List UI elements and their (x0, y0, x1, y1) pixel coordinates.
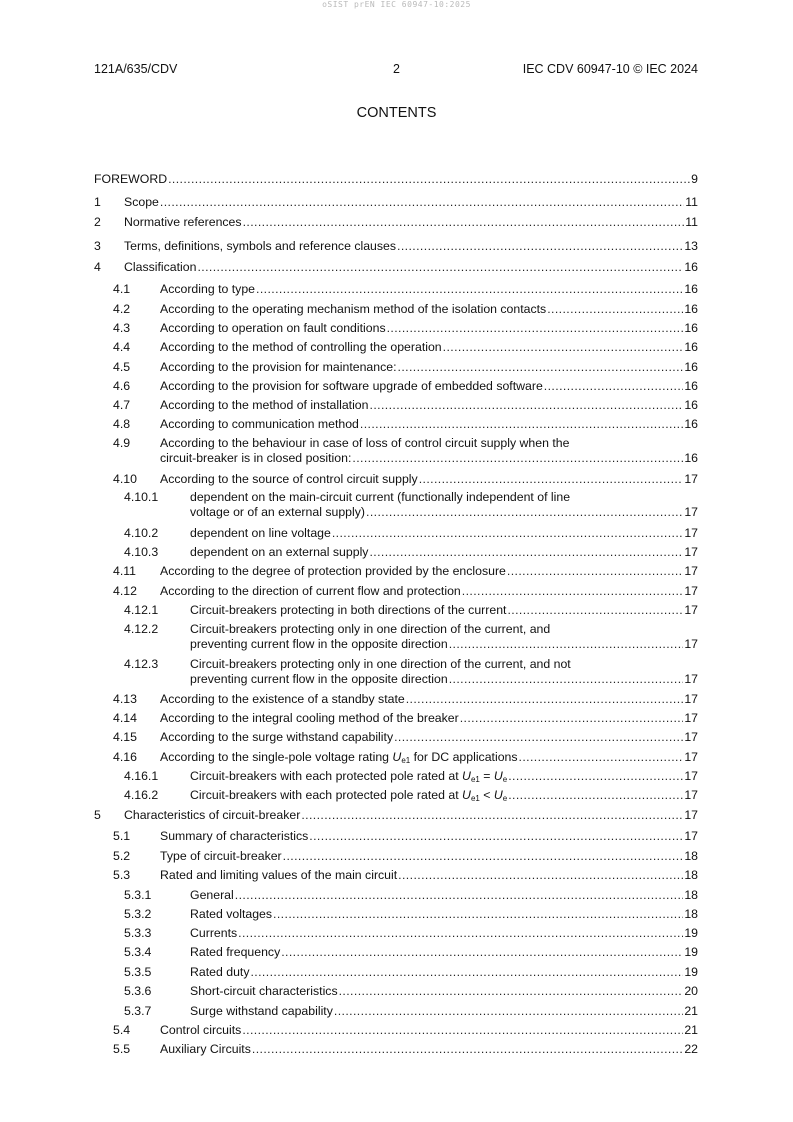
dot-leader (334, 1004, 683, 1019)
toc-page-number: 18 (684, 888, 698, 902)
toc-page-number: 18 (684, 868, 698, 882)
page-number: 2 (393, 62, 400, 76)
toc-entry-title: Rated frequency (190, 945, 281, 959)
toc-entry-title: Characteristics of circuit-breaker (124, 808, 301, 822)
toc-entry[interactable] (94, 711, 698, 726)
toc-section-number: 4.16 (113, 750, 137, 764)
toc-page-number: 17 (684, 637, 698, 651)
toc-entry[interactable] (94, 769, 698, 784)
toc-entry-title: Short-circuit characteristics (190, 984, 338, 998)
toc-section-number: 5.3.5 (124, 965, 152, 979)
dot-leader (387, 321, 684, 336)
toc-entry[interactable] (94, 622, 698, 652)
toc-page-number: 17 (684, 769, 698, 783)
toc-page-number: 16 (684, 451, 698, 465)
dot-leader (366, 505, 683, 520)
toc-entry-title: Rated duty (190, 965, 250, 979)
toc-entry-title: According to the surge withstand capability (160, 730, 394, 744)
toc-entry[interactable] (94, 603, 698, 618)
toc-section-number: 5.3.4 (124, 945, 152, 959)
watermark: oSIST prEN IEC 60947-10:2025 (322, 0, 471, 9)
toc-page-number: 17 (684, 545, 698, 559)
toc-entry-title: preventing current flow in the opposite direction (190, 637, 448, 651)
dot-leader (242, 1023, 683, 1038)
toc-section-number: 5.3.1 (124, 888, 152, 902)
toc-entry-title: Summary of characteristics (160, 829, 309, 843)
toc-section-number: 5.3.3 (124, 926, 152, 940)
toc-section-number: 4.16.2 (124, 788, 159, 802)
toc-entry[interactable] (94, 868, 698, 883)
toc-page-number: 16 (684, 340, 698, 354)
toc-entry-title: According to the method of installation (160, 398, 369, 412)
toc-section-number: 2 (94, 215, 101, 229)
toc-entry-title: voltage or of an external supply) (190, 505, 365, 519)
toc-entry[interactable] (94, 965, 698, 980)
toc-entry[interactable] (94, 282, 698, 297)
toc-section-number: 5 (94, 808, 101, 822)
toc-page-number: 16 (684, 302, 698, 316)
toc-section-number: 1 (94, 195, 101, 209)
toc-entry[interactable] (94, 907, 698, 922)
toc-page-number: 16 (684, 321, 698, 335)
dot-leader (449, 672, 684, 687)
toc-entry[interactable] (94, 945, 698, 960)
toc-entry[interactable] (94, 302, 698, 317)
toc-page-number: 18 (684, 907, 698, 921)
toc-section-number: 4.10.3 (124, 545, 159, 559)
toc-entry-title: According to operation on fault conditions (160, 321, 386, 335)
toc-entry[interactable] (94, 360, 698, 375)
dot-leader (168, 172, 690, 187)
dot-leader (332, 526, 683, 541)
toc-entry-title: Auxiliary Circuits (160, 1042, 251, 1056)
toc-entry[interactable] (94, 379, 698, 394)
toc-entry[interactable] (94, 545, 698, 560)
toc-section-number: 4.11 (113, 564, 137, 578)
toc-section-number: 5.4 (113, 1023, 131, 1037)
toc-page-number: 19 (684, 965, 698, 979)
toc-section-number: 4.7 (113, 398, 131, 412)
toc-entry[interactable] (94, 808, 698, 823)
toc-entry[interactable] (94, 417, 698, 432)
toc-entry[interactable] (94, 888, 698, 903)
dot-leader (238, 926, 683, 941)
toc-section-number: 4.12.2 (124, 622, 159, 636)
toc-entry-title: Type of circuit-breaker (160, 849, 282, 863)
toc-entry[interactable] (94, 829, 698, 844)
toc-page-number: 16 (684, 379, 698, 393)
dot-leader (419, 472, 684, 487)
dot-leader (508, 769, 683, 784)
toc-entry[interactable] (94, 584, 698, 599)
toc-entry[interactable] (94, 472, 698, 487)
dot-leader (250, 965, 683, 980)
toc-section-number: 4.9 (113, 436, 131, 450)
dot-leader (507, 603, 683, 618)
dot-leader (273, 907, 683, 922)
toc-entry-title: According to the existence of a standby state (160, 692, 405, 706)
dot-leader (460, 711, 684, 726)
toc-section-number: 5.1 (113, 829, 131, 843)
dot-leader (160, 195, 684, 210)
toc-entry-title: According to the provision for software upgrade of embedded software (160, 379, 543, 393)
dot-leader (507, 564, 683, 579)
toc-page-number: 17 (684, 526, 698, 540)
toc-entry-title: According to the operating mechanism method of the isolation contacts (160, 302, 547, 316)
toc-entry-title: Surge withstand capability (190, 1004, 333, 1018)
dot-leader (370, 398, 684, 413)
toc-entry-title: Scope (124, 195, 159, 209)
toc-section-number: 4.5 (113, 360, 131, 374)
toc-page-number: 16 (684, 417, 698, 431)
toc-entry-title: dependent on an external supply (190, 545, 369, 559)
toc-section-number: 4 (94, 260, 101, 274)
toc-page-number: 11 (685, 195, 698, 209)
toc-page-number: 17 (684, 505, 698, 519)
toc-section-number: 4.15 (113, 730, 137, 744)
toc-entry-title: dependent on line voltage (190, 526, 331, 540)
toc-page-number: 21 (684, 1023, 698, 1037)
toc-page-number: 21 (684, 1004, 698, 1018)
toc-entry-title: According to the provision for maintenance: (160, 360, 397, 374)
toc-section-number: 4.10.2 (124, 526, 159, 540)
toc-entry[interactable] (94, 1023, 698, 1038)
toc-entry[interactable] (94, 1004, 698, 1019)
dot-leader (508, 788, 683, 803)
toc-page-number: 22 (684, 1042, 698, 1056)
dot-leader (519, 750, 684, 765)
toc-entry[interactable] (94, 788, 698, 803)
toc-section-number: 4.8 (113, 417, 131, 431)
toc-section-number: 4.4 (113, 340, 131, 354)
toc-section-number: 4.1 (113, 282, 131, 296)
toc-section-number: 4.10 (113, 472, 137, 486)
toc-section-number: 3 (94, 239, 101, 253)
toc-entry[interactable] (94, 215, 698, 230)
toc-page-number: 17 (684, 692, 698, 706)
toc-entry-title: Circuit-breakers protecting only in one direction of the current, and (190, 622, 551, 636)
toc-entry-title: According to the source of control circuit supply (160, 472, 418, 486)
toc-page-number: 16 (684, 360, 698, 374)
toc-page-number: 17 (684, 603, 698, 617)
dot-leader (443, 340, 684, 355)
toc-section-number: 5.3.7 (124, 1004, 152, 1018)
toc-entry[interactable] (94, 657, 698, 687)
dot-leader (309, 829, 683, 844)
toc-entry-title: Rated and limiting values of the main circuit (160, 868, 398, 882)
toc-entry[interactable] (94, 321, 698, 336)
toc-page-number: 17 (684, 829, 698, 843)
toc-page-number: 17 (684, 564, 698, 578)
toc-entry[interactable] (94, 490, 698, 520)
dot-leader (544, 379, 684, 394)
toc-page-number: 17 (684, 808, 698, 822)
toc-entry-title: General (190, 888, 234, 902)
toc-entry[interactable] (94, 340, 698, 355)
toc-entry-title: Terms, definitions, symbols and reference clauses (124, 239, 397, 253)
toc-entry[interactable] (94, 436, 698, 466)
toc-entry[interactable] (94, 398, 698, 413)
toc-page-number: 16 (684, 398, 698, 412)
toc-section-number: 4.12.3 (124, 657, 159, 671)
toc-entry[interactable] (94, 926, 698, 941)
dot-leader (235, 888, 684, 903)
toc-page-number: 19 (684, 945, 698, 959)
toc-entry-title: circuit-breaker is in closed position: (160, 451, 352, 465)
dot-leader (352, 451, 683, 466)
toc-entry[interactable] (94, 526, 698, 541)
toc-entry[interactable] (94, 692, 698, 707)
dot-leader (462, 584, 684, 599)
toc-entry-title: According to the behaviour in case of loss of control circuit supply when the (160, 436, 570, 450)
toc-entry[interactable] (94, 564, 698, 579)
toc-page-number: 17 (684, 472, 698, 486)
dot-leader (449, 637, 684, 652)
dot-leader (283, 849, 684, 864)
toc-section-number: 4.10.1 (124, 490, 159, 504)
dot-leader (301, 808, 683, 823)
toc-page-number: 17 (684, 750, 698, 764)
toc-page-number: 20 (684, 984, 698, 998)
toc-entry-title: According to type (160, 282, 256, 296)
dot-leader (394, 730, 683, 745)
toc-entry[interactable] (94, 260, 698, 275)
toc-entry[interactable] (94, 750, 698, 765)
toc-entry[interactable] (94, 984, 698, 999)
toc-page-number: 16 (684, 282, 698, 296)
document-reference: 121A/635/CDV (94, 62, 178, 76)
toc-entry[interactable] (94, 1042, 698, 1057)
dot-leader (197, 260, 683, 275)
toc-page-number: 18 (684, 849, 698, 863)
toc-page-number: 17 (684, 711, 698, 725)
toc-page-number: 11 (685, 215, 698, 229)
toc-entry[interactable] (94, 849, 698, 864)
dot-leader (252, 1042, 683, 1057)
dot-leader (397, 239, 683, 254)
toc-entry-title: dependent on the main-circuit current (functionally independent of line (190, 490, 571, 504)
toc-page-number: 17 (684, 788, 698, 802)
toc-entry-title: Control circuits (160, 1023, 242, 1037)
page-title: CONTENTS (356, 105, 437, 121)
toc-entry-title: According to the single-pole voltage rating $U_{e1}$ for DC applications (160, 750, 518, 765)
dot-leader (281, 945, 683, 960)
toc-section-number: 5.3.6 (124, 984, 152, 998)
toc-entry[interactable] (94, 239, 698, 254)
toc-section-number: 4.3 (113, 321, 131, 335)
toc-section-number: 4.2 (113, 302, 131, 316)
dot-leader (547, 302, 683, 317)
toc-page-number: 9 (691, 172, 698, 186)
toc-entry-title: According to the integral cooling method of the breaker (160, 711, 459, 725)
toc-entry-title: preventing current flow in the opposite direction (190, 672, 448, 686)
toc-section-number: 4.6 (113, 379, 131, 393)
toc-page-number: 19 (684, 926, 698, 940)
toc-entry-title: Currents (190, 926, 238, 940)
dot-leader (398, 868, 683, 883)
toc-entry-title: FOREWORD (94, 172, 168, 186)
toc-entry[interactable] (94, 730, 698, 745)
standard-reference: IEC CDV 60947-10 © IEC 2024 (522, 62, 698, 76)
toc-section-number: 5.3.2 (124, 907, 152, 921)
toc-entry-title: Circuit-breakers protecting in both directions of the current (190, 603, 507, 617)
toc-page-number: 17 (684, 730, 698, 744)
toc-entry-title: According to the direction of current flow and protection (160, 584, 461, 598)
toc-entry-title: According to the degree of protection provided by the enclosure (160, 564, 506, 578)
toc-entry-title: Circuit-breakers with each protected pole rated at $U_{e1} = U_e$ (190, 769, 508, 784)
toc-page-number: 13 (684, 239, 698, 253)
dot-leader (398, 360, 684, 375)
toc-section-number: 4.16.1 (124, 769, 159, 783)
toc-entry-title: Circuit-breakers with each protected pole rated at $U_{e1} < U_e$ (190, 788, 508, 803)
dot-leader (243, 215, 685, 230)
toc-section-number: 5.2 (113, 849, 131, 863)
toc-section-number: 5.3 (113, 868, 131, 882)
toc-entry[interactable] (94, 172, 698, 187)
toc-entry-title: Rated voltages (190, 907, 273, 921)
dot-leader (360, 417, 683, 432)
dot-leader (369, 545, 683, 560)
toc-section-number: 4.14 (113, 711, 137, 725)
dot-leader (339, 984, 684, 999)
toc-entry-title: Classification (124, 260, 197, 274)
toc-page-number: 16 (684, 260, 698, 274)
dot-leader (256, 282, 683, 297)
toc-entry-title: According to the method of controlling the operation (160, 340, 442, 354)
toc-entry-title: Circuit-breakers protecting only in one direction of the current, and not (190, 657, 571, 671)
toc-page-number: 17 (684, 672, 698, 686)
toc-entry[interactable] (94, 195, 698, 210)
toc-entry-title: According to communication method (160, 417, 359, 431)
toc-section-number: 4.12 (113, 584, 137, 598)
toc-section-number: 5.5 (113, 1042, 131, 1056)
toc-page-number: 17 (684, 584, 698, 598)
toc-section-number: 4.12.1 (124, 603, 159, 617)
dot-leader (406, 692, 684, 707)
toc-section-number: 4.13 (113, 692, 137, 706)
toc-entry-title: Normative references (124, 215, 242, 229)
